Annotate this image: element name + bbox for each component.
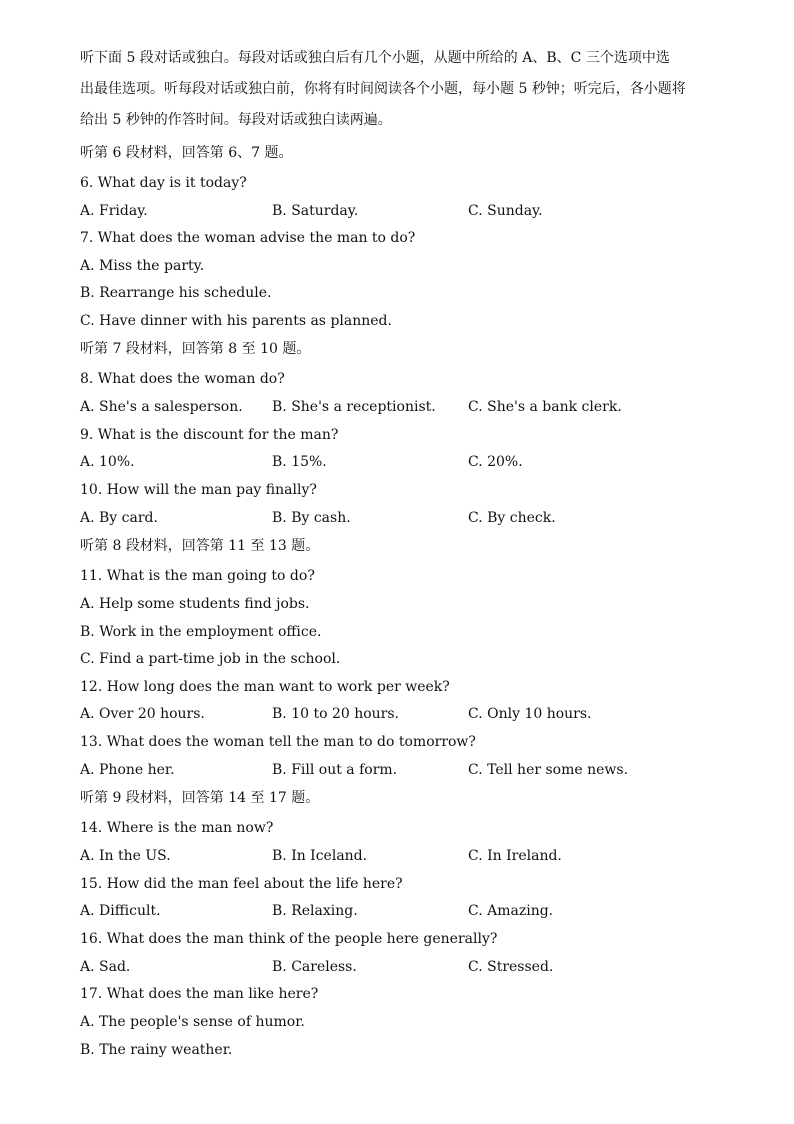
q14-option-a: A. In the US. — [80, 848, 171, 864]
q14-option-b: B. In Iceland. — [272, 848, 368, 864]
q8-option-b: B. She's a receptionist. — [272, 399, 436, 415]
instructions-line-2: 出最佳选项。听每段对话或独白前，你将有时间阅读各个小题，每小题 5 秒钟；听完后，各小题将 — [80, 81, 686, 97]
question-16: 16. What does the man think of the people here generally? — [80, 931, 498, 947]
q15-option-a: A. Difficult. — [80, 903, 161, 919]
q7-option-a: A. Miss the party. — [80, 258, 205, 274]
q14-option-c: C. In Ireland. — [468, 848, 562, 864]
q12-option-a: A. Over 20 hours. — [80, 706, 205, 722]
section-heading-8: 听第 8 段材料，回答第 11 至 13 题。 — [80, 538, 320, 554]
section-heading-6: 听第 6 段材料，回答第 6、7 题。 — [80, 145, 293, 161]
q11-option-a: A. Help some students find jobs. — [80, 596, 310, 612]
question-8: 8. What does the woman do? — [80, 371, 285, 387]
q8-option-a: A. She's a salesperson. — [80, 399, 243, 415]
question-17: 17. What does the man like here? — [80, 986, 319, 1002]
q11-option-b: B. Work in the employment office. — [80, 624, 322, 640]
q10-option-a: A. By card. — [80, 510, 158, 526]
q15-option-c: C. Amazing. — [468, 903, 554, 919]
q7-option-c: C. Have dinner with his parents as planned. — [80, 313, 392, 329]
q7-option-b: B. Rearrange his schedule. — [80, 285, 272, 301]
q9-option-b: B. 15%. — [272, 454, 327, 470]
q8-option-c: C. She's a bank clerk. — [468, 399, 622, 415]
q6-option-b: B. Saturday. — [272, 203, 359, 219]
q10-option-c: C. By check. — [468, 510, 556, 526]
instructions-line-1: 听下面 5 段对话或独白。每段对话或独白后有几个小题，从题中所给的 A、B、C 三个选项中选 — [80, 50, 670, 66]
q11-option-c: C. Find a part-time job in the school. — [80, 651, 341, 667]
q13-option-a: A. Phone her. — [80, 762, 175, 778]
q6-option-a: A. Friday. — [80, 203, 148, 219]
q6-option-c: C. Sunday. — [468, 203, 543, 219]
question-13: 13. What does the woman tell the man to do tomorrow? — [80, 734, 476, 750]
question-12: 12. How long does the man want to work per week? — [80, 679, 450, 695]
q12-option-c: C. Only 10 hours. — [468, 706, 592, 722]
section-heading-9: 听第 9 段材料，回答第 14 至 17 题。 — [80, 790, 320, 806]
q13-option-c: C. Tell her some news. — [468, 762, 629, 778]
question-9: 9. What is the discount for the man? — [80, 427, 339, 443]
q9-option-c: C. 20%. — [468, 454, 523, 470]
q16-option-c: C. Stressed. — [468, 959, 554, 975]
question-6: 6. What day is it today? — [80, 175, 247, 191]
q15-option-b: B. Relaxing. — [272, 903, 358, 919]
q16-option-b: B. Careless. — [272, 959, 357, 975]
question-11: 11. What is the man going to do? — [80, 568, 315, 584]
question-15: 15. How did the man feel about the life here? — [80, 876, 403, 892]
question-10: 10. How will the man pay finally? — [80, 482, 317, 498]
q10-option-b: B. By cash. — [272, 510, 351, 526]
instructions-line-3: 给出 5 秒钟的作答时间。每段对话或独白读两遍。 — [80, 112, 392, 128]
q9-option-a: A. 10%. — [80, 454, 135, 470]
section-heading-7: 听第 7 段材料，回答第 8 至 10 题。 — [80, 341, 311, 357]
q17-option-b: B. The rainy weather. — [80, 1042, 233, 1058]
q16-option-a: A. Sad. — [80, 959, 131, 975]
question-7: 7. What does the woman advise the man to do? — [80, 230, 416, 246]
q17-option-a: A. The people's sense of humor. — [80, 1014, 305, 1030]
question-14: 14. Where is the man now? — [80, 820, 274, 836]
q13-option-b: B. Fill out a form. — [272, 762, 398, 778]
q12-option-b: B. 10 to 20 hours. — [272, 706, 400, 722]
